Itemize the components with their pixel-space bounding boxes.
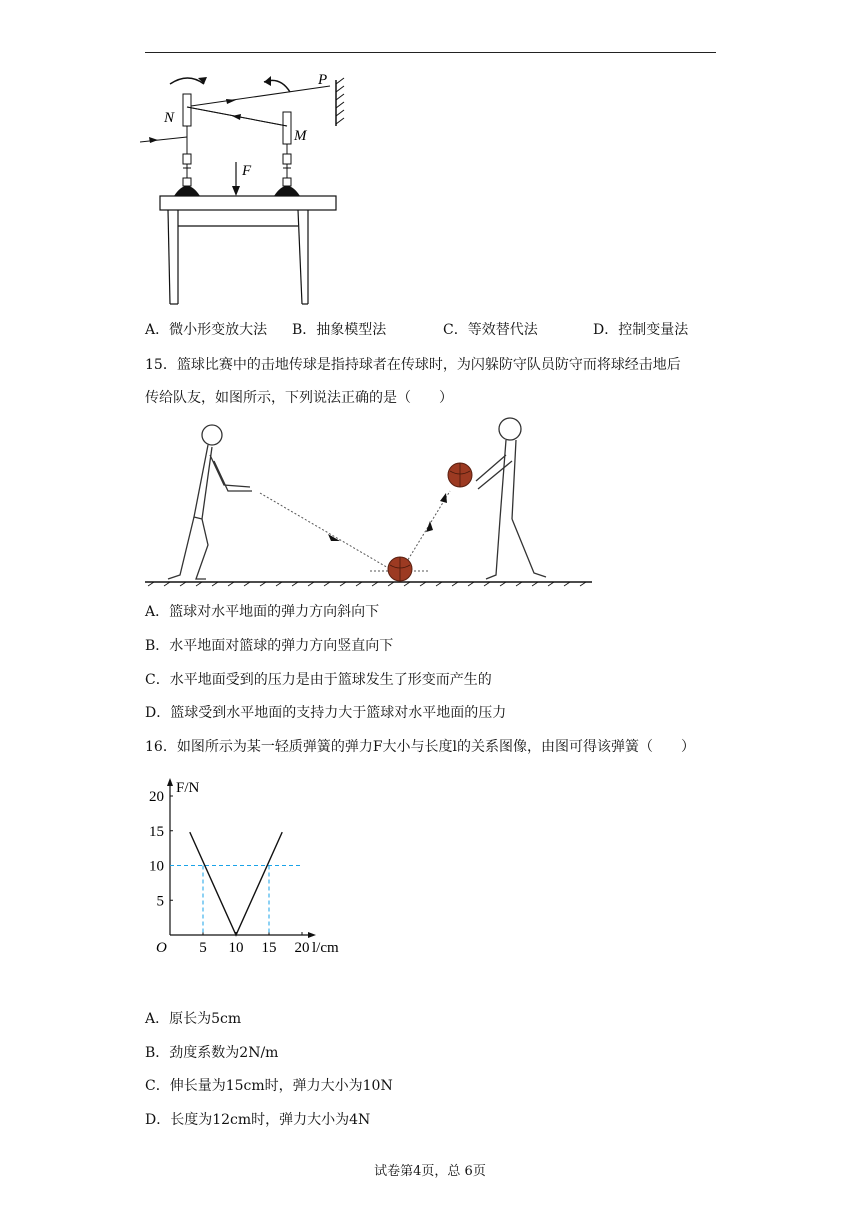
- chart-x-axis-label: l/cm: [312, 940, 339, 956]
- rotation-arrow-n: [170, 78, 204, 84]
- y-tick-label: 10: [149, 858, 164, 875]
- label-m: M: [294, 128, 307, 144]
- label-f: F: [242, 163, 252, 179]
- mirror-n: [183, 94, 191, 126]
- path-arrow-1: [328, 534, 340, 541]
- q15-option-a: A．篮球对水平地面的弹力方向斜向下: [145, 604, 380, 620]
- q16-stem: 16．如图所示为某一轻质弹簧的弹力F大小与长度l的关系图像，由图可得该弹簧（ ）: [145, 739, 696, 755]
- mirror-apparatus-figure: [140, 62, 360, 312]
- ray-arrow-3: [232, 114, 241, 120]
- ray-arrow-1: [149, 137, 158, 143]
- wall-hatch: [336, 78, 344, 124]
- q16-option-c: C．伸长量为15cm时，弹力大小为10N: [145, 1078, 393, 1094]
- spring-force-chart: [140, 765, 350, 960]
- q14-option-c: C．等效替代法: [443, 322, 538, 338]
- header-rule: [145, 52, 716, 53]
- table-legs: [168, 210, 308, 304]
- ball-path: [260, 491, 450, 571]
- x-tick-label: 5: [199, 940, 207, 956]
- right-player: [476, 418, 546, 579]
- mirror-m: [283, 112, 291, 144]
- q16-option-d: D．长度为12cm时，弹力大小为4N: [145, 1112, 371, 1128]
- stand-n: [183, 126, 191, 186]
- chart-y-axis-label: F/N: [176, 780, 200, 796]
- x-tick-label: 15: [261, 940, 277, 956]
- label-n: N: [164, 110, 175, 126]
- q14-option-d: D．控制变量法: [593, 322, 689, 338]
- page-footer: 试卷第4页，总 6页: [374, 1164, 486, 1179]
- x-axis-arrow: [308, 932, 316, 938]
- y-tick-label: 15: [149, 823, 164, 840]
- chart-series: [190, 832, 282, 935]
- series-line: [190, 832, 282, 935]
- q15-option-c: C．水平地面受到的压力是由于篮球发生了形变而产生的: [145, 672, 492, 688]
- q14-option-b: B．抽象模型法: [292, 322, 387, 338]
- base-m: [274, 186, 300, 196]
- stand-m: [283, 144, 291, 186]
- base-n: [174, 186, 200, 196]
- q16-option-b: B．劲度系数为2N/m: [145, 1045, 279, 1061]
- chart-tick-labels: [149, 789, 310, 956]
- table-top: [160, 196, 336, 210]
- path-arrow-2: [426, 521, 433, 532]
- label-p: P: [318, 72, 328, 88]
- q15-stem-line2: 传给队友，如图所示，下列说法正确的是（ ）: [145, 390, 453, 406]
- chart-origin-label: O: [156, 940, 167, 956]
- q16-option-a: A．原长为5cm: [145, 1011, 242, 1027]
- bounce-pass-figure: [140, 415, 600, 595]
- q15-stem-line1: 15．篮球比赛中的击地传球是指持球者在传球时，为闪躲防守队员防守而将球经击地后: [145, 357, 681, 373]
- left-player: [168, 425, 252, 579]
- x-tick-label: 10: [228, 940, 244, 956]
- force-arrowhead: [232, 186, 240, 196]
- y-tick-label: 20: [149, 789, 164, 805]
- y-tick-label: 5: [156, 893, 164, 910]
- q15-option-d: D．篮球受到水平地面的支持力大于篮球对水平地面的压力: [145, 705, 507, 721]
- y-axis-arrow: [167, 778, 173, 786]
- chart-axes: [167, 778, 316, 938]
- chart-reference-lines: [170, 866, 302, 936]
- q14-option-a: A．微小形变放大法: [145, 322, 268, 338]
- path-arrow-3: [440, 493, 447, 503]
- x-tick-label: 20: [294, 940, 310, 956]
- q15-option-b: B．水平地面对篮球的弹力方向竖直向下: [145, 638, 394, 654]
